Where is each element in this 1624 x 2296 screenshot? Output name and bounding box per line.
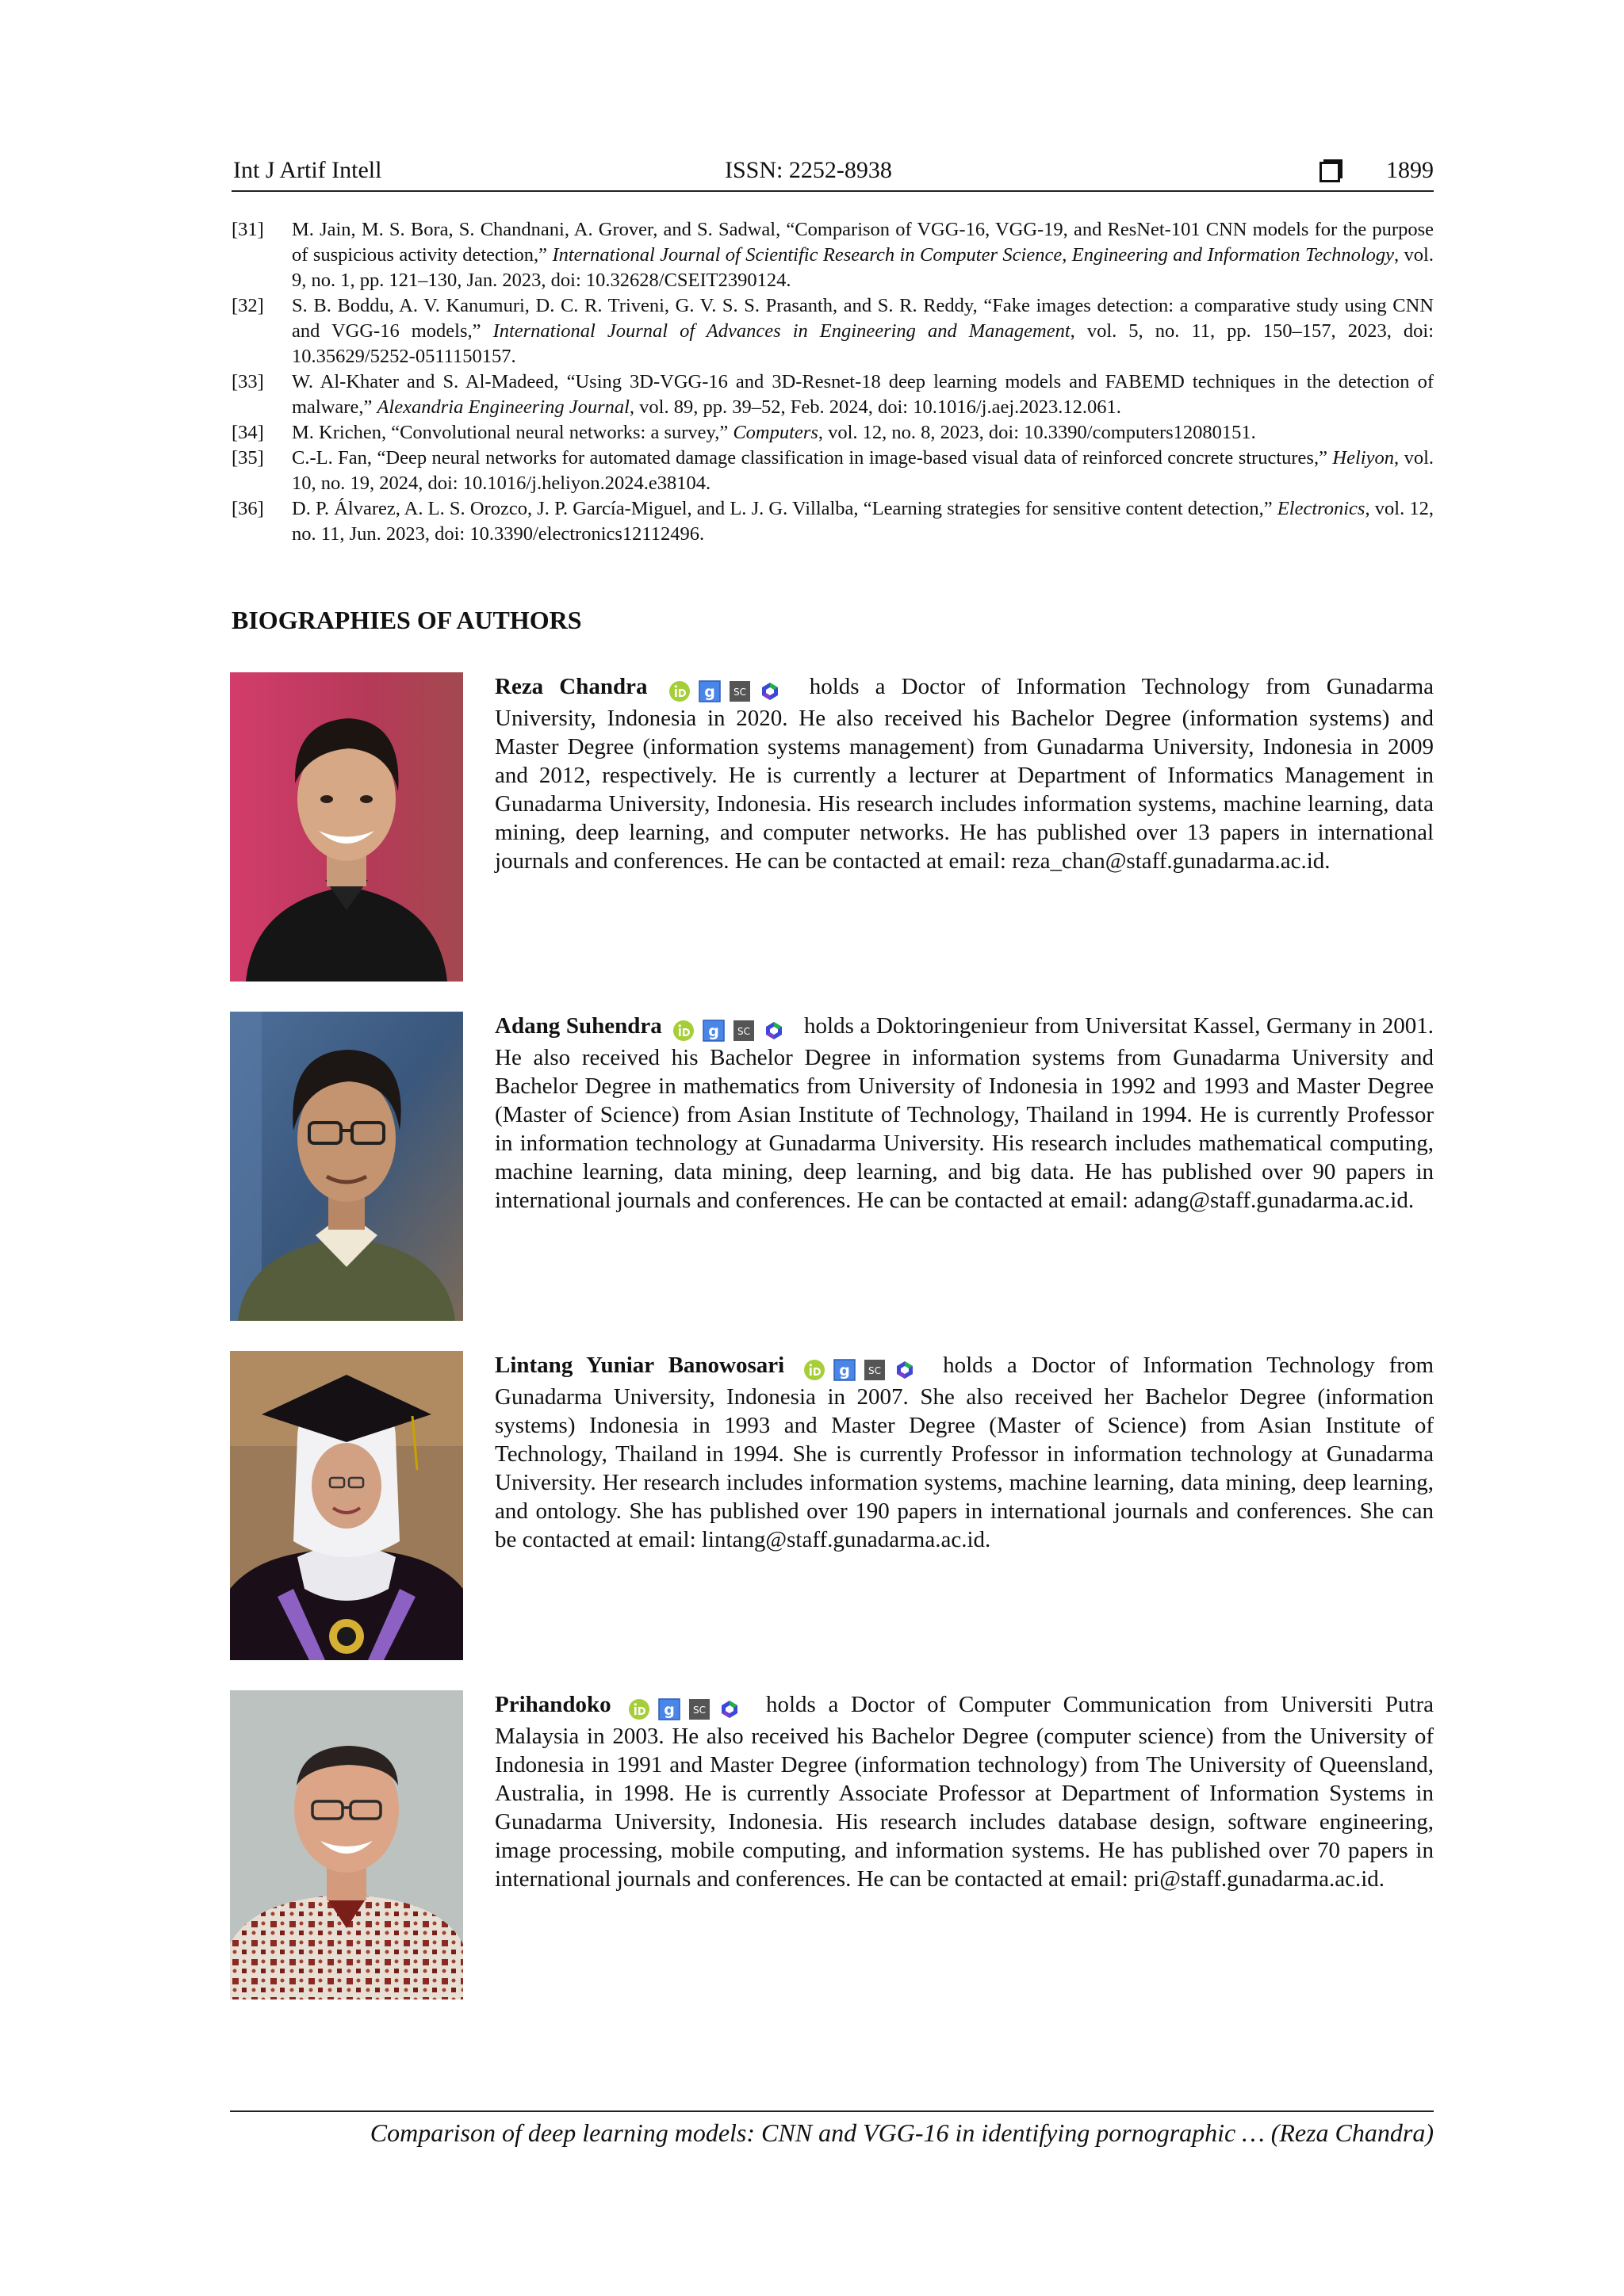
- author-description: holds a Doctor of Information Technology from Gunadarma University, Indonesia in 2020. He also received his Bachelor Degree (information systems) and Master Degree (information systems management) from Gunadarma University, Indonesia in 2009 and 2012, respectively. He is currently a lecturer at Department of Informatics Management in Gunadarma University, Indonesia. His research includes information systems, machine learning, data mining, deep learning, and computer networks. He has published over 13 papers in international journals and conferences. He can be contacted at email: reza_chan@staff.gunadarma.ac.id.: [495, 674, 1434, 874]
- reference-number: [36]: [232, 498, 264, 519]
- reference-number: [31]: [232, 219, 264, 240]
- author-photo: [230, 1351, 463, 1660]
- google-scholar-icon[interactable]: [833, 1359, 856, 1381]
- reference-item: [232, 446, 1434, 496]
- google-scholar-icon[interactable]: [699, 680, 721, 702]
- author-profile-links: [628, 1693, 749, 1722]
- reference-item: [232, 217, 1434, 293]
- page-number: 1899: [1386, 157, 1434, 183]
- running-footer: Comparison of deep learning models: CNN and VGG-16 in identifying pornographic … (Reza Chandra): [230, 2110, 1434, 2148]
- reference-number: [34]: [232, 422, 264, 443]
- scopus-icon[interactable]: [733, 1020, 755, 1042]
- reference-item: [232, 420, 1434, 446]
- author-photo: [230, 672, 463, 982]
- google-scholar-icon[interactable]: [658, 1698, 680, 1720]
- author-bio: [230, 672, 1435, 983]
- reference-details: , vol. 10, no. 19, 2024, doi: 10.1016/j.heliyon.2024.e38104.: [292, 447, 1434, 494]
- author-bio-text: [495, 672, 1434, 875]
- author-name: Reza Chandra: [495, 674, 648, 699]
- reference-details: , vol. 5, no. 11, pp. 150–157, 2023, doi: 10.35629/5252-0511150157.: [292, 320, 1434, 367]
- author-bio: [230, 1351, 1435, 1662]
- author-bio-text: [495, 1690, 1434, 1893]
- journal-name: Int J Artif Intell: [233, 157, 382, 183]
- orcid-icon[interactable]: [628, 1698, 650, 1720]
- reference-item: [232, 369, 1434, 420]
- reference-details: , vol. 12, no. 11, Jun. 2023, doi: 10.3390/electronics12112496.: [292, 498, 1434, 545]
- author-bio: [230, 1690, 1435, 2001]
- reference-authors-title: W. Al-Khater and S. Al-Madeed, “Using 3D-VGG-16 and 3D-Resnet-18 deep learning models and FABEMD techniques in the detection of malware,”: [292, 371, 1434, 418]
- reference-authors-title: M. Krichen, “Convolutional neural networks: a survey,”: [292, 422, 733, 443]
- author-bio-text: [495, 1012, 1434, 1215]
- reference-list: [232, 217, 1434, 547]
- google-scholar-icon[interactable]: [703, 1020, 725, 1042]
- scopus-icon[interactable]: [688, 1698, 710, 1720]
- author-bio: [230, 1012, 1435, 1322]
- author-profile-links: [672, 1015, 793, 1043]
- author-photo: [230, 1012, 463, 1321]
- orcid-icon[interactable]: [803, 1359, 825, 1381]
- author-bio-text: [495, 1351, 1434, 1554]
- reference-journal: Computers: [733, 422, 818, 443]
- reference-details: , vol. 89, pp. 39–52, Feb. 2024, doi: 10.1016/j.aej.2023.12.061.: [629, 396, 1121, 418]
- reference-item: [232, 496, 1434, 547]
- reference-number: [35]: [232, 447, 264, 469]
- reference-journal: Electronics: [1277, 498, 1365, 519]
- reference-journal: Heliyon: [1332, 447, 1394, 469]
- publons-icon[interactable]: [718, 1698, 741, 1720]
- publons-icon[interactable]: [759, 680, 781, 702]
- reference-authors-title: C.-L. Fan, “Deep neural networks for automated damage classification in image-based visual data of reinforced concrete structures,”: [292, 447, 1333, 469]
- author-description: holds a Doktoringenieur from Universitat Kassel, Germany in 2001. He also received his Bachelor Degree in information systems from Gunadarma University and Bachelor Degree in mathematics from University of Indonesia in 1992 and 1993 and Master Degree (Master of Science) from Asian Institute of Technology, Thailand in 1994. He is currently Professor in information technology at Gunadarma University. His research includes mathematical computing, machine learning, data mining, deep learning, and big data. He has published over 90 papers in international journals and conferences. He can be contacted at email: adang@staff.gunadarma.ac.id.: [495, 1013, 1434, 1213]
- section-heading: BIOGRAPHIES OF AUTHORS: [232, 606, 582, 634]
- reference-authors-title: S. B. Boddu, A. V. Kanumuri, D. C. R. Triveni, G. V. S. S. Prasanth, and S. R. Reddy, “Fake images detection: a comparative study using CNN and VGG-16 models,”: [292, 295, 1434, 342]
- author-name: Adang Suhendra: [495, 1013, 662, 1039]
- reference-number: [32]: [232, 295, 264, 316]
- publons-icon[interactable]: [894, 1359, 916, 1381]
- page-box-icon: [1320, 162, 1340, 182]
- reference-number: [33]: [232, 371, 264, 392]
- reference-details: , vol. 9, no. 1, pp. 121–130, Jan. 2023, doi: 10.32628/CSEIT2390124.: [292, 244, 1434, 291]
- author-description: holds a Doctor of Information Technology from Gunadarma University, Indonesia in 2007. She also received her Bachelor Degree (information systems) Indonesia in 1993 and Master Degree (Master of Science) from Asian Institute of Technology, Thailand in 1994. She is currently Professor in information technology at Gunadarma University. Her research includes information systems, machine learning, data mining, deep learning, and ontology. She has published over 190 papers in international journals and conferences. She can be contacted at email: lintang@staff.gunadarma.ac.id.: [495, 1353, 1434, 1552]
- issn: ISSN: 2252-8938: [725, 157, 892, 183]
- orcid-icon[interactable]: [668, 680, 691, 702]
- author-description: holds a Doctor of Computer Communication from Universiti Putra Malaysia in 2003. He also received his Bachelor Degree (computer science) from the University of Indonesia in 1991 and Master Degree (information technology) from The University of Queensland, Australia, in 1998. He is currently Associate Professor at Department of Information Systems in Gunadarma University, Indonesia. His research includes database design, software engineering, image processing, mobile computing, and information systems. He has published over 70 papers in international journals and conferences. He can be contacted at email: pri@staff.gunadarma.ac.id.: [495, 1692, 1434, 1892]
- author-photo: [230, 1690, 463, 1999]
- reference-details: , vol. 12, no. 8, 2023, doi: 10.3390/computers12080151.: [818, 422, 1256, 443]
- reference-journal: International Journal of Scientific Research in Computer Science, Engineering and Information Technology: [552, 244, 1395, 266]
- author-name: Lintang Yuniar Banowosari: [495, 1353, 785, 1378]
- orcid-icon[interactable]: [672, 1020, 695, 1042]
- author-profile-links: [803, 1354, 924, 1383]
- scopus-icon[interactable]: [729, 680, 751, 702]
- scopus-icon[interactable]: [864, 1359, 886, 1381]
- publons-icon[interactable]: [763, 1020, 785, 1042]
- reference-authors-title: M. Jain, M. S. Bora, S. Chandnani, A. Grover, and S. Sadwal, “Comparison of VGG-16, VGG-19, and ResNet-101 CNN models for the purpose of suspicious activity detection,”: [292, 219, 1434, 266]
- reference-item: [232, 293, 1434, 369]
- author-profile-links: [668, 675, 789, 704]
- running-header: [232, 154, 1434, 192]
- reference-authors-title: D. P. Álvarez, A. L. S. Orozco, J. P. García-Miguel, and L. J. G. Villalba, “Learning strategies for sensitive content detection,”: [292, 498, 1277, 519]
- reference-journal: International Journal of Advances in Engineering and Management: [492, 320, 1071, 342]
- author-name: Prihandoko: [495, 1692, 611, 1717]
- reference-journal: Alexandria Engineering Journal: [377, 396, 630, 418]
